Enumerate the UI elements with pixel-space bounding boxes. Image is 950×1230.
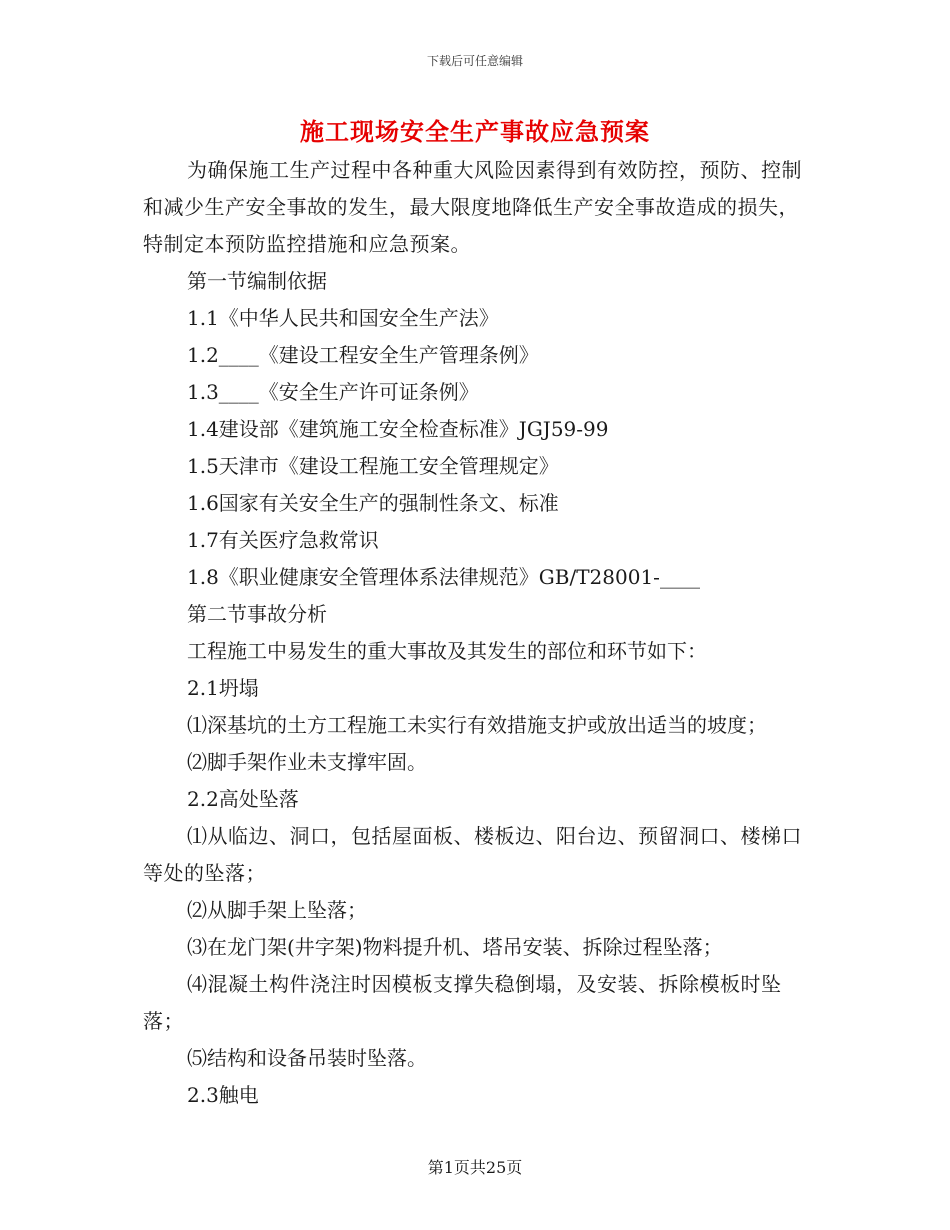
header-note: 下载后可任意编辑 bbox=[426, 54, 523, 68]
section-heading: 第一节编制依据 bbox=[187, 269, 327, 293]
subsection-heading: 2.2高处坠落 bbox=[187, 787, 299, 811]
list-item: ⑸结构和设备吊装时坠落。 bbox=[187, 1046, 427, 1070]
list-item: ⑵脚手架作业未支撑牢固。 bbox=[187, 750, 427, 774]
list-item: ⑴深基坑的土方工程施工未实行有效措施支护或放出适当的坡度； bbox=[187, 713, 767, 737]
subsection-heading: 2.1坍塌 bbox=[187, 676, 259, 700]
intro-paragraph: 为确保施工生产过程中各种重大风险因素得到有效防控，预防、控制和减少生产安全事故的发生，最大限度地降低生产安全事故造成的损失，特制定本预防监控措施和应急预案。 bbox=[143, 158, 802, 256]
list-item: 1.2____《建设工程安全生产管理条例》 bbox=[187, 343, 539, 367]
subsection-heading: 2.3触电 bbox=[187, 1083, 259, 1107]
list-item: 1.5天津市《建设工程施工安全管理规定》 bbox=[187, 454, 559, 478]
list-item: ⑵从脚手架上坠落； bbox=[187, 898, 367, 922]
list-item: 1.6国家有关安全生产的强制性条文、标准 bbox=[187, 491, 559, 515]
list-item: 1.3____《安全生产许可证条例》 bbox=[187, 380, 479, 404]
list-item: ⑷混凝土构件浇注时因模板支撑失稳倒塌，及安装、拆除模板时坠落； bbox=[143, 972, 782, 1033]
section-heading: 第二节事故分析 bbox=[187, 602, 327, 626]
list-item: ⑴从临边、洞口，包括屋面板、楼板边、阳台边、预留洞口、楼梯口等处的坠落； bbox=[143, 824, 802, 885]
body-paragraph: 工程施工中易发生的重大事故及其发生的部位和环节如下： bbox=[187, 639, 707, 663]
list-item: 1.4建设部《建筑施工安全检查标准》JGJ59-99 bbox=[187, 417, 609, 441]
list-item: ⑶在龙门架(井字架)物料提升机、塔吊安装、拆除过程坠落； bbox=[187, 935, 723, 959]
list-item: 1.1《中华人民共和国安全生产法》 bbox=[187, 306, 499, 330]
document-body bbox=[143, 152, 811, 1114]
list-item: 1.8《职业健康安全管理体系法律规范》GB/T28001-____ bbox=[187, 565, 700, 589]
document-title: 施工现场安全生产事故应急预案 bbox=[300, 117, 650, 146]
list-item: 1.7有关医疗急救常识 bbox=[187, 528, 379, 552]
page-number: 第1页共25页 bbox=[427, 1158, 523, 1177]
